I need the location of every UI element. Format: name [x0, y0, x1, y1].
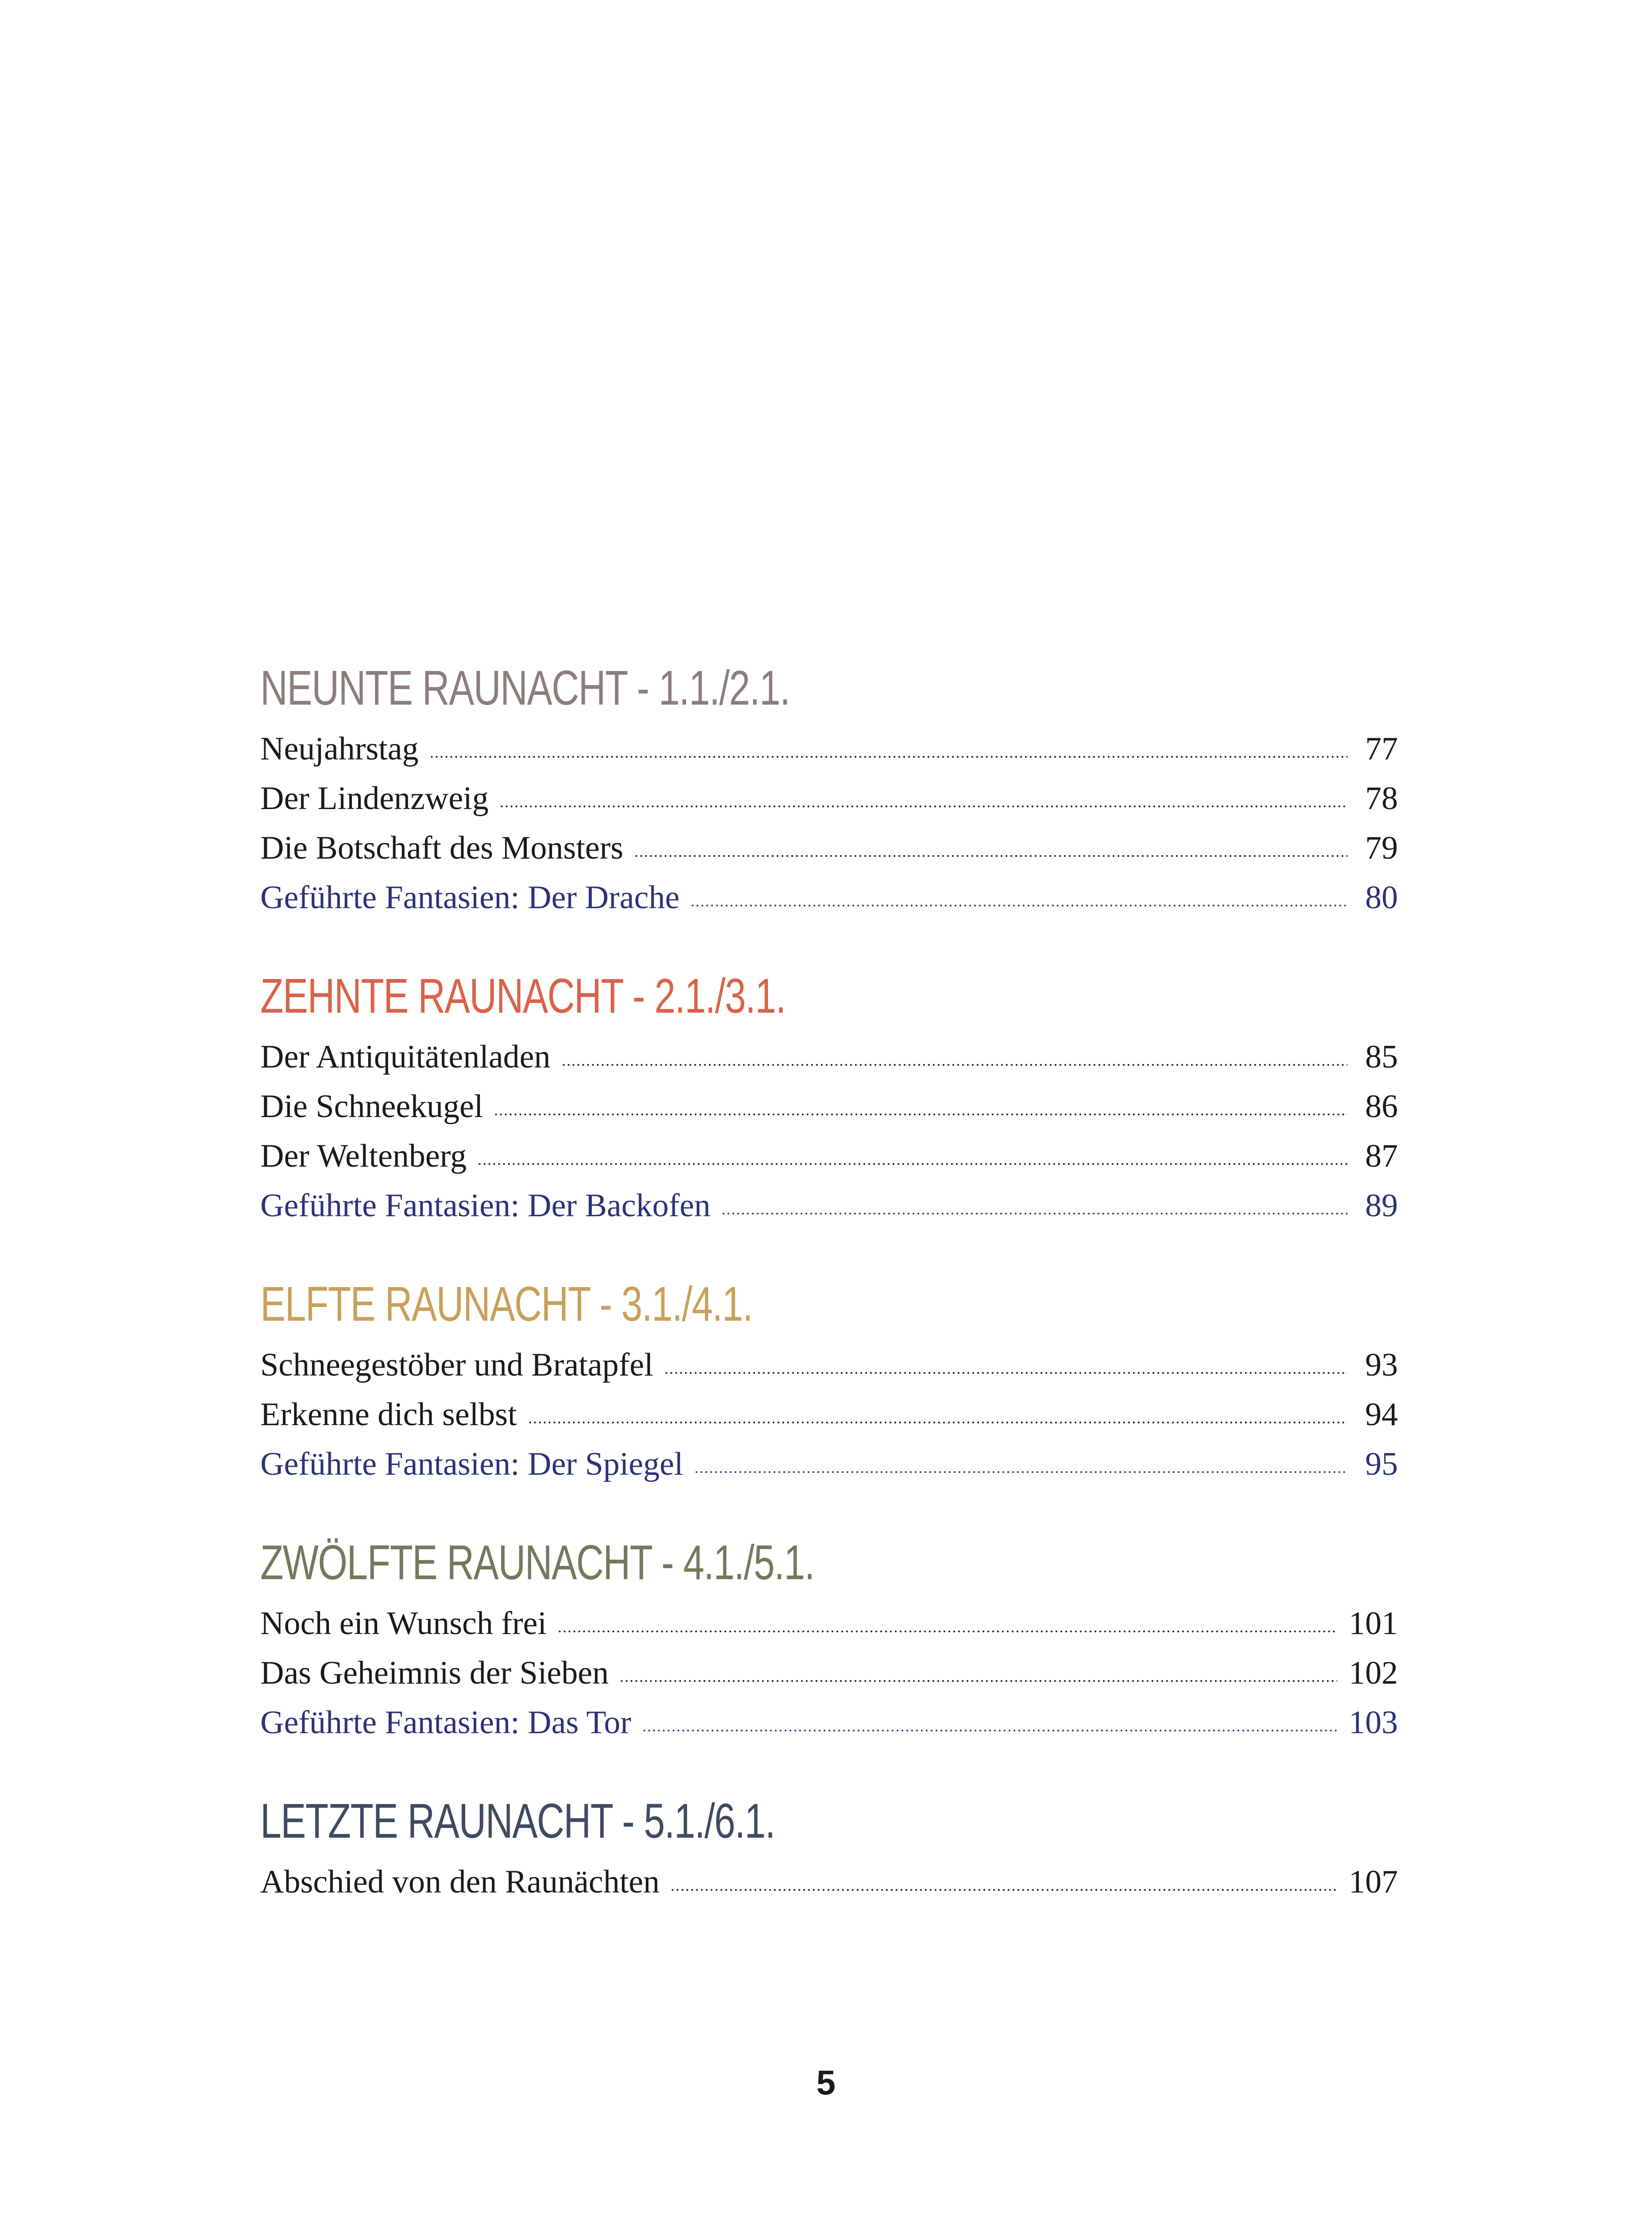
- entry-label: Geführte Fantasien: Der Drache: [260, 879, 680, 916]
- dot-leader: [690, 903, 1347, 908]
- entry-label: Die Botschaft des Monsters: [260, 830, 624, 866]
- toc-entry-guided-fantasy[interactable]: [260, 873, 1398, 922]
- dot-leader: [634, 853, 1347, 859]
- section-title: ZWÖLFTE RAUNACHT - 4.1./5.1.: [260, 1535, 814, 1590]
- entry-label: Neujahrstag: [260, 731, 419, 767]
- toc-section-zwoelfte-raunacht: [260, 1530, 1398, 1747]
- table-of-contents: [260, 655, 1398, 1947]
- dot-leader: [561, 1062, 1347, 1068]
- entry-page-number: 103: [1349, 1704, 1398, 1741]
- entry-page-number: 94: [1365, 1396, 1398, 1433]
- entry-label: Geführte Fantasien: Das Tor: [260, 1704, 632, 1741]
- toc-section-letzte-raunacht: [260, 1788, 1398, 1907]
- entry-label: Der Lindenzweig: [260, 780, 489, 817]
- toc-entry[interactable]: [260, 774, 1398, 823]
- dot-leader: [694, 1469, 1347, 1475]
- entry-label: Das Geheimnis der Sieben: [260, 1655, 609, 1691]
- dot-leader: [528, 1420, 1348, 1425]
- entry-label: Der Weltenberg: [260, 1138, 467, 1174]
- entry-page-number: 77: [1365, 731, 1398, 767]
- entry-page-number: 107: [1349, 1864, 1398, 1900]
- section-title: LETZTE RAUNACHT - 5.1./6.1.: [260, 1794, 775, 1848]
- entry-page-number: 95: [1365, 1446, 1398, 1482]
- toc-entry-guided-fantasy[interactable]: [260, 1698, 1398, 1747]
- toc-entry[interactable]: [260, 1082, 1398, 1131]
- entry-label: Schneegestöber und Bratapfel: [260, 1347, 653, 1383]
- toc-entry[interactable]: [260, 1131, 1398, 1181]
- dot-leader: [664, 1370, 1347, 1376]
- entry-page-number: 78: [1365, 780, 1398, 817]
- entry-page-number: 87: [1365, 1138, 1398, 1174]
- toc-section-elfte-raunacht: [260, 1271, 1398, 1489]
- dot-leader: [721, 1211, 1347, 1216]
- entry-page-number: 89: [1365, 1187, 1398, 1224]
- section-title: ZEHNTE RAUNACHT - 2.1./3.1.: [260, 969, 786, 1023]
- toc-section-zehnte-raunacht: [260, 963, 1398, 1230]
- entry-label: Noch ein Wunsch frei: [260, 1605, 547, 1642]
- toc-entry[interactable]: [260, 1599, 1398, 1648]
- entry-page-number: 79: [1365, 830, 1398, 866]
- toc-entry[interactable]: [260, 1390, 1398, 1439]
- section-title: ELFTE RAUNACHT - 3.1./4.1.: [260, 1277, 753, 1331]
- dot-leader: [499, 804, 1347, 809]
- dot-leader: [557, 1629, 1337, 1634]
- page-number: 5: [816, 2063, 836, 2102]
- entry-page-number: 80: [1365, 879, 1398, 916]
- dot-leader: [477, 1161, 1347, 1167]
- entry-page-number: 85: [1365, 1039, 1398, 1075]
- entry-page-number: 93: [1365, 1347, 1398, 1383]
- section-title: NEUNTE RAUNACHT - 1.1./2.1.: [260, 661, 790, 715]
- entry-page-number: 86: [1365, 1088, 1398, 1125]
- entry-label: Erkenne dich selbst: [260, 1396, 517, 1433]
- toc-entry-guided-fantasy[interactable]: [260, 1181, 1398, 1230]
- toc-entry[interactable]: [260, 1340, 1398, 1390]
- toc-section-neunte-raunacht: [260, 655, 1398, 922]
- entry-label: Abschied von den Raunächten: [260, 1864, 660, 1900]
- dot-leader: [642, 1728, 1337, 1733]
- dot-leader: [429, 754, 1347, 760]
- dot-leader: [619, 1678, 1337, 1684]
- entry-page-number: 102: [1349, 1655, 1398, 1691]
- entry-label: Geführte Fantasien: Der Backofen: [260, 1187, 711, 1224]
- toc-entry[interactable]: [260, 1032, 1398, 1082]
- toc-entry[interactable]: [260, 1857, 1398, 1907]
- entry-label: Geführte Fantasien: Der Spiegel: [260, 1446, 683, 1482]
- entry-label: Der Antiquitätenladen: [260, 1039, 551, 1075]
- toc-entry[interactable]: [260, 1648, 1398, 1698]
- dot-leader: [494, 1112, 1347, 1117]
- toc-entry[interactable]: [260, 823, 1398, 873]
- toc-entry-guided-fantasy[interactable]: [260, 1439, 1398, 1489]
- entry-label: Die Schneekugel: [260, 1088, 483, 1125]
- entry-page-number: 101: [1349, 1605, 1398, 1642]
- toc-entry[interactable]: [260, 724, 1398, 774]
- dot-leader: [670, 1887, 1337, 1893]
